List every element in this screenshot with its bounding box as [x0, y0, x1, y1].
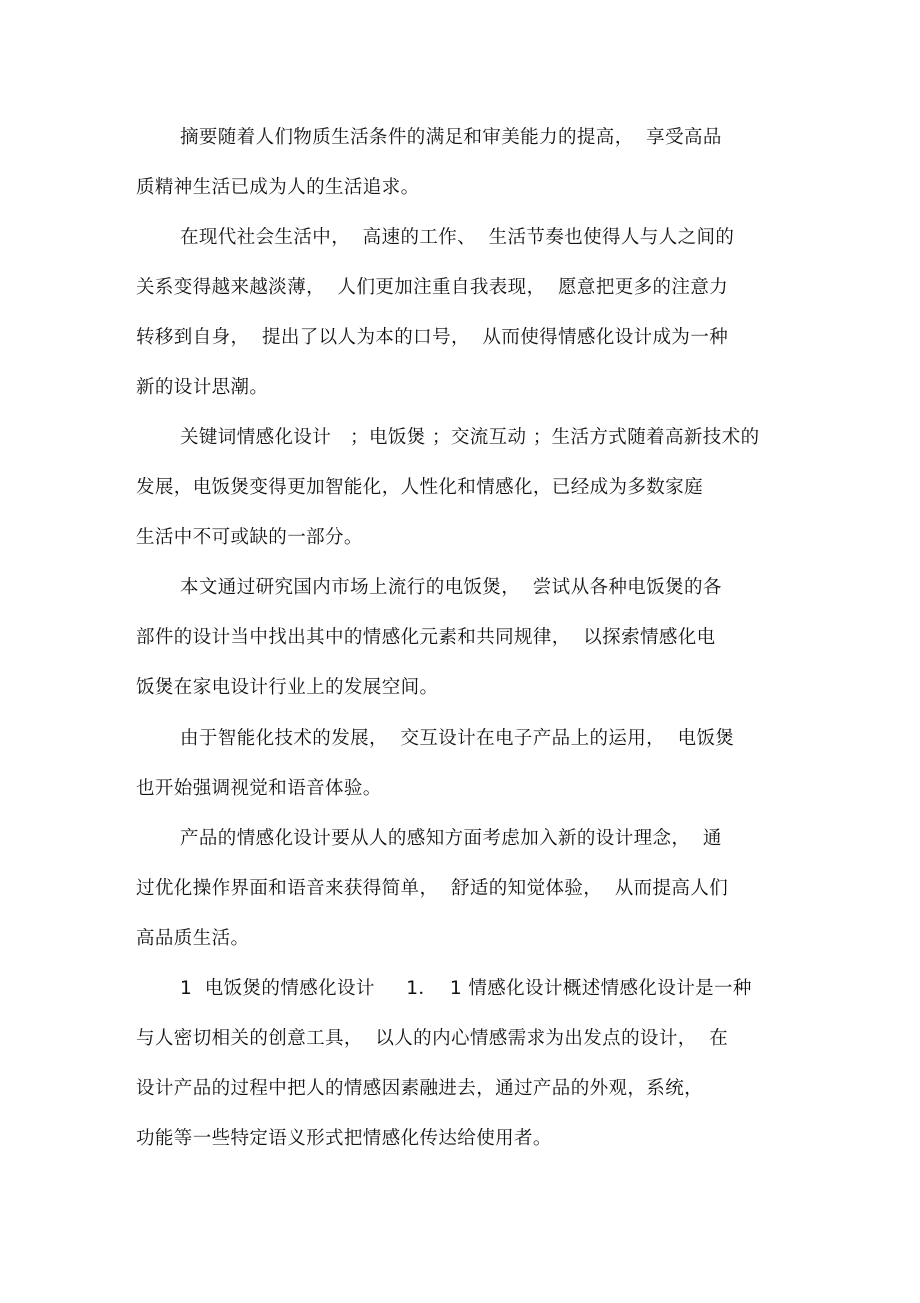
paragraph-5-line-1: 由于智能化技术的发展， 交互设计在电子产品上的运用， 电饭煲: [180, 728, 735, 749]
paragraph-4-line-1: 本文通过研究国内市场上流行的电饭煲， 尝试从各种电饭煲的各: [180, 577, 722, 598]
paragraph-7-line-4: 功能等一些特定语义形式把情感化传达给使用者。: [136, 1128, 552, 1149]
paragraph-1-line-2: 质精神生活已成为人的生活追求。: [136, 177, 420, 198]
paragraph-6-line-2: 过优化操作界面和语音来获得简单， 舒适的知觉体验， 从而提高人们: [136, 878, 729, 899]
paragraph-6-line-3: 高品质生活。: [136, 928, 250, 949]
paragraph-3-line-2: 发展，电饭煲变得更加智能化，人性化和情感化，已经成为多数家庭: [136, 477, 704, 498]
paragraph-6-line-1: 产品的情感化设计要从人的感知方面考虑加入新的设计理念， 通: [180, 828, 722, 849]
paragraph-3-line-1: 关键词情感化设计 ；电饭煲 ；交流互动 ；生活方式随着高新技术的: [180, 427, 760, 448]
paragraph-7-line-3: 设计产品的过程中把人的情感因素融进去，通过产品的外观，系统，: [136, 1078, 704, 1099]
paragraph-2-line-4: 新的设计思潮。: [136, 377, 269, 398]
paragraph-3-line-3: 生活中不可或缺的一部分。: [136, 527, 363, 548]
paragraph-2-line-2: 关系变得越来越淡薄， 人们更加注重自我表现， 愿意把更多的注意力: [136, 277, 729, 298]
paragraph-1-line-1: 摘要随着人们物质生活条件的满足和审美能力的提高， 享受高品: [180, 127, 722, 148]
paragraph-4-line-2: 部件的设计当中找出其中的情感化元素和共同规律， 以探索情感化电: [136, 627, 716, 648]
paragraph-5-line-2: 也开始强调视觉和语音体验。: [136, 778, 382, 799]
paragraph-2-line-3: 转移到自身， 提出了以人为本的口号， 从而使得情感化设计成为一种: [136, 327, 729, 348]
paragraph-7-line-2: 与人密切相关的创意工具， 以人的内心情感需求为出发点的设计， 在: [136, 1028, 729, 1049]
paragraph-4-line-3: 饭煲在家电设计行业上的发展空间。: [136, 677, 439, 698]
paragraph-2-line-1: 在现代社会生活中， 高速的工作、 生活节奏也使得人与人之间的: [180, 227, 735, 248]
paragraph-7-line-1: 1 电饭煲的情感化设计 1． 1 情感化设计概述情感化设计是一种: [180, 978, 752, 999]
